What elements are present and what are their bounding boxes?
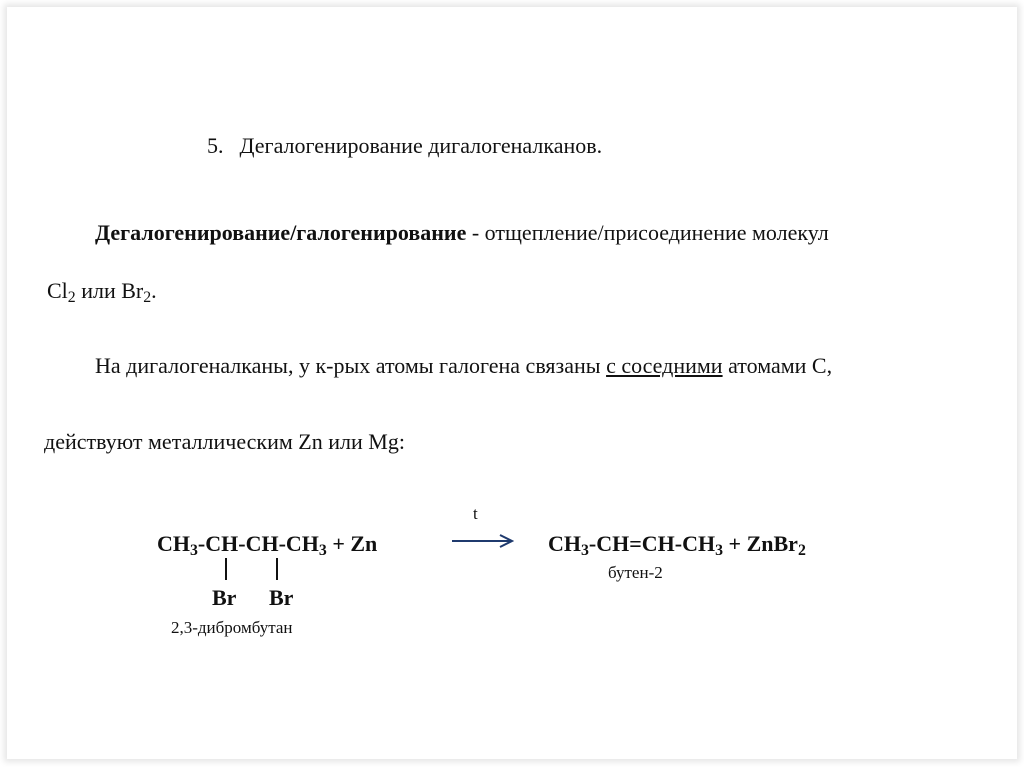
definition-term: Дегалогенирование/галогенирование: [95, 220, 467, 245]
product-subscript: 3: [715, 541, 724, 559]
product-part: CH: [548, 531, 581, 556]
section-heading: [207, 133, 602, 159]
definition-end: .: [151, 278, 157, 303]
substituent-br-2: Br: [269, 585, 294, 610]
reaction-condition-label: t: [473, 504, 478, 523]
reactant-part: -CH-CH-CH: [197, 531, 319, 556]
product-subscript: 2: [797, 541, 806, 559]
reactant-zn: Zn: [350, 531, 378, 556]
definition-text: - отщепление/присоединение молекул: [466, 220, 829, 245]
definition-line-1: [95, 220, 829, 246]
product-subscript: 3: [581, 541, 589, 559]
slide: [7, 7, 1017, 759]
molecule-cl: Cl: [47, 278, 68, 303]
substituent-br-1: Br: [212, 585, 237, 610]
reaction-reactants: [157, 531, 377, 557]
molecule-br-subscript: 2: [143, 288, 152, 306]
bond-line-2: [276, 558, 278, 580]
reactant-part: CH: [157, 531, 190, 556]
molecule-cl-subscript: 2: [67, 288, 76, 306]
condition-line-2: действуют металлическим Zn или Mg:: [44, 429, 405, 454]
condition-text-after: атомами С,: [722, 353, 833, 378]
definition-conjunction: или: [75, 278, 122, 303]
reactant-subscript: 3: [190, 541, 198, 559]
heading-number: 5.: [207, 133, 224, 158]
reactant-plus: +: [326, 531, 351, 556]
reaction-products: [548, 531, 806, 557]
product-part: -CH=CH-CH: [588, 531, 716, 556]
condition-underlined: с соседними: [606, 353, 723, 378]
product-name: бутен-2: [608, 563, 663, 582]
condition-line-1: [95, 353, 832, 379]
reactant-name: 2,3-дибромбутан: [171, 618, 293, 637]
definition-line-2: [47, 278, 157, 304]
condition-text-before: На дигалогеналканы, у к-рых атомы галогена связаны: [95, 353, 607, 378]
molecule-br: Br: [121, 278, 144, 303]
reaction-arrow-icon: [452, 534, 514, 548]
bond-line-1: [225, 558, 227, 580]
reactant-subscript: 3: [318, 541, 327, 559]
product-znbr: + ZnBr: [723, 531, 798, 556]
heading-text: Дегалогенирование дигалогеналканов.: [239, 133, 603, 158]
